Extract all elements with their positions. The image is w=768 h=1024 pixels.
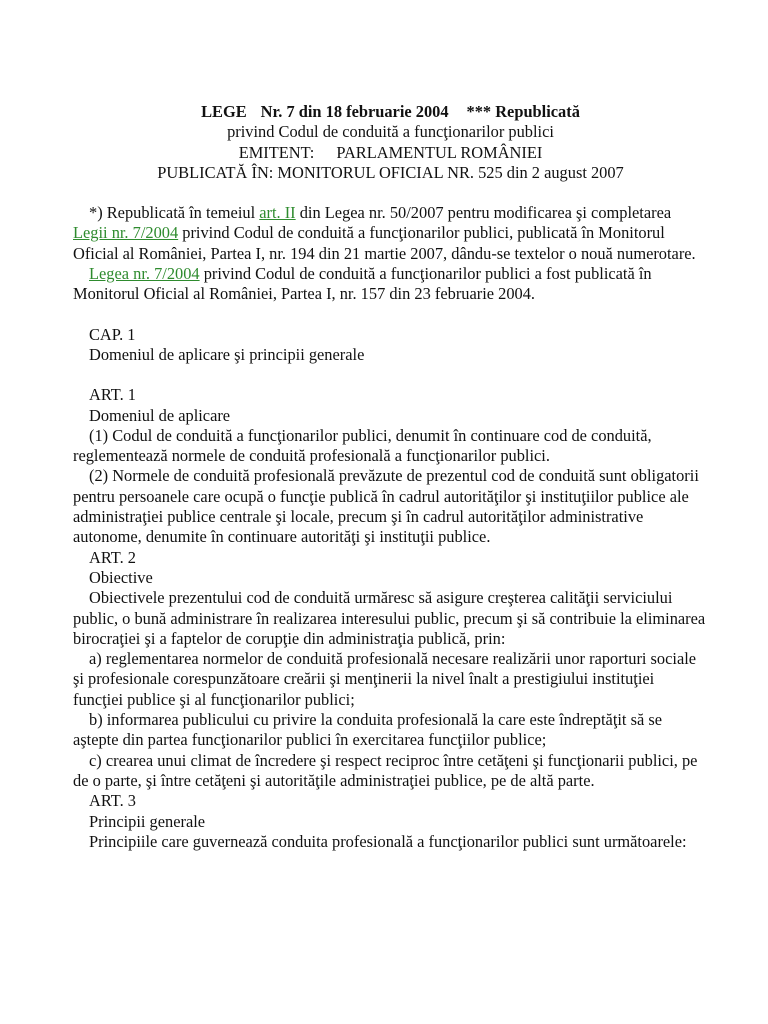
republication-note: *) Republicată în temeiul art. II din Legea nr. 50/2007 pentru modificarea şi completarea Legii nr. 7/2004 privind Codul de conduită a funcţionarilor publici, publicată în Monitorul Oficial al României, Partea I, nr. 194 din 21 martie 2007, dându-se textelor o nouă numerotare. <box>73 203 696 263</box>
republished-mark: *** Republicată <box>466 102 580 121</box>
publication-line: PUBLICATĂ ÎN: MONITORUL OFICIAL NR. 525 din 2 august 2007 <box>157 162 624 182</box>
art2-item-b: b) informarea publicului cu privire la conduita profesională la care este îndreptăţit să se aştepte din partea funcţionarilor publici în exercitarea funcţiilor publice; <box>73 710 662 750</box>
art2-item-c: c) crearea unui climat de încredere şi respect reciproc între cetăţeni şi funcţionarii publici, pe de o parte, şi între cetăţeni şi autorităţile administraţiei publice, pe de altă parte. <box>73 750 698 790</box>
art3-intro: Principiile care guvernează conduita profesională a funcţionarilor publici sunt următoarele: <box>89 831 687 851</box>
art2-item-a: a) reglementarea normelor de conduită profesională necesare realizării unor raporturi sociale şi profesionale corespunzătoare creării şi menţinerii la nivel înalt a prestigiului instituţiei funcţiei publice şi al funcţionarilor publici; <box>73 649 697 709</box>
issuer-label: EMITENT: <box>238 142 315 162</box>
chapter-title: Domeniul de aplicare şi principii generale <box>89 344 365 364</box>
art2-title: Obiective <box>89 567 153 587</box>
chapter-label: CAP. 1 <box>89 324 136 344</box>
law-type: LEGE <box>201 102 247 121</box>
law-title <box>73 102 708 122</box>
law-subject: privind Codul de conduită a funcţionarilor publici <box>227 122 554 142</box>
art1-label: ART. 1 <box>89 385 136 405</box>
art1-title: Domeniul de aplicare <box>89 405 231 425</box>
original-publication-note: Legea nr. 7/2004 privind Codul de conduită a funcţionarilor publici a fost publicată în Monitorul Oficial al României, Partea I, nr. 157 din 23 februarie 2004. <box>73 264 652 304</box>
issuer-name: PARLAMENTUL ROMÂNIEI <box>336 142 543 162</box>
art3-label: ART. 3 <box>89 791 136 811</box>
document-header <box>73 102 708 183</box>
art1-paragraph-1: (1) Codul de conduită a funcţionarilor publici, denumit în continuare cod de conduită, reglementează normele de conduită profesională a funcţionarilor publici. <box>73 425 652 466</box>
link-legea-7-2004[interactable]: Legea nr. 7/2004 <box>89 264 200 284</box>
art2-label: ART. 2 <box>89 547 136 567</box>
issuer-line <box>73 143 708 163</box>
art3-title: Principii generale <box>89 811 206 831</box>
art1-paragraph-2: (2) Normele de conduită profesională prevăzute de prezentul cod de conduită sunt obligatorii pentru persoanele care ocupă o funcţie publică în cadrul autorităţilor şi instituţiilor publice ale administraţiei publice centrale şi locale, precum şi în cadrul autorităţilor administrative autonome, denumite în continuare autorităţi şi instituţii publice. <box>73 466 699 547</box>
law-number-date: Nr. 7 din 18 februarie 2004 <box>260 102 449 121</box>
link-art-ii[interactable]: art. II <box>259 203 296 223</box>
art2-intro: Obiectivele prezentului cod de conduită urmăresc să asigure creşterea calităţii serviciului public, o bună administrare în realizarea interesului public, precum şi să contribuie la eliminarea birocraţiei şi a faptelor de corupţie din administraţia publică, prin: <box>73 588 706 648</box>
link-legii-7-2004[interactable]: Legii nr. 7/2004 <box>73 223 179 243</box>
